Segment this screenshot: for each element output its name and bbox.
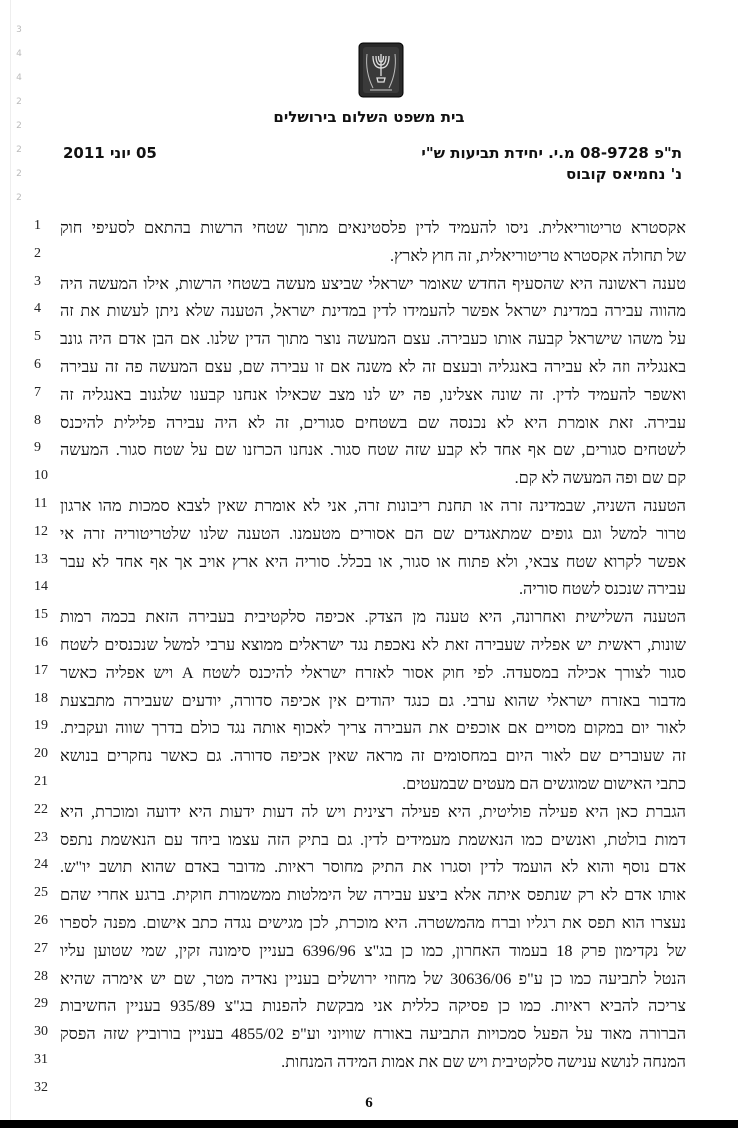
hearing-date: 05 יוני 2011: [63, 144, 157, 162]
line-number: 21: [34, 774, 48, 789]
line-text: אפשר לקרוא שטח צבאי, ולא פתוח או סגור, או בכלל. סוריה היא ארץ אויב אך אף אחד לא עבר: [60, 552, 686, 571]
margin-mark: 4: [16, 73, 22, 83]
case-number: ת"פ 08-9728 מ.י. יחידת תביעות ש"י: [421, 144, 682, 162]
line-number: 24: [34, 857, 48, 873]
transcript-line: [0, 466, 738, 490]
transcript-line: [0, 411, 738, 435]
transcript-line: [0, 494, 738, 518]
defendant-name: נ' נחמיאס קובוס: [565, 165, 682, 183]
margin-mark: 4: [16, 49, 22, 59]
line-number: 26: [34, 913, 48, 928]
transcript-line: [0, 355, 738, 379]
transcript-line: [0, 244, 738, 268]
transcript-line: [0, 327, 738, 351]
transcript-line: [0, 716, 738, 740]
line-number: 3: [34, 273, 41, 289]
line-number: 9: [34, 440, 41, 456]
transcript-line: [0, 577, 738, 601]
line-text: על משהו שישראל קבעה אותו כעבירה. עצם המעשה נוצר מתוך הדין שלנו. אם הבן אדם היה גונב: [60, 330, 686, 349]
transcript-line: [0, 800, 738, 824]
transcript-line: [0, 633, 738, 657]
transcript-line: [0, 855, 738, 879]
transcript-line: [0, 605, 738, 629]
transcript-line: [0, 939, 738, 963]
line-number: 20: [34, 746, 48, 762]
transcript-line: [0, 994, 738, 1018]
line-text: הנטל לתביעה כמו כן ע"פ 30636/06 של מחוזי ירושלים בעניין נאדיה מטר, שם יש אימרה שהיא: [60, 969, 686, 988]
margin-mark: 2: [16, 97, 22, 107]
line-text: ואשפר להעמיד לדין. זה שונה אצלינו, פה יש לנו מצב שכאילו אנחנו קבענו שלגנוב באנגליה זה: [60, 385, 686, 404]
line-text: אקסטרא טריטוריאלית. ניסו להעמיד לדין פלסטינאים מתוך שטחי הרשות בהתאם לסעיפי חוק: [60, 219, 686, 237]
line-number: 15: [34, 607, 48, 623]
line-number: 8: [34, 412, 41, 428]
line-number: 25: [34, 885, 48, 901]
transcript-line: [0, 1050, 738, 1074]
line-number: 5: [34, 329, 41, 345]
transcript-line: [0, 911, 738, 935]
line-text: טרור למשל וגם גופים שמתאגדים שם הם אסורים מטעמנו. הטענה שלנו שלטריטוריה זרה אי: [60, 524, 686, 543]
transcript-line: [0, 689, 738, 713]
margin-mark: 2: [16, 169, 22, 179]
line-number: 28: [34, 968, 48, 984]
line-text: של נקדימון פרק 18 בעמוד האחרון, כמו כן בג"צ 6396/96 בעניין סימונה זקין, שמי שטוען עליו: [60, 941, 686, 960]
line-text: צריכה להביא ראיות. כמו כן פסיקה כללית אני מבקשת להפנות בג"צ 935/89 בעניין החשיבות: [60, 997, 686, 1016]
line-number: 22: [34, 801, 48, 817]
line-number: 14: [34, 579, 48, 595]
line-text: הגברת כאן היא פעילה פוליטית, היא פעילה רצינית ויש לה דעות ידעות היא ידועה ומוכרת, היא: [60, 802, 686, 821]
scan-bottom-border: [0, 1120, 738, 1128]
line-number: 17: [34, 662, 48, 678]
line-number: 2: [34, 245, 41, 261]
transcript-line: [0, 383, 738, 407]
transcript-line: [0, 883, 738, 907]
transcript-line: [0, 522, 738, 546]
line-number: 23: [34, 829, 48, 845]
transcript-line: [0, 216, 738, 240]
transcript-line: [0, 550, 738, 574]
line-text: הטענה השניה, שבמדינה זרה או תחנת ריבונות זרה, אני לא אומרת שאין לצבא סמכות מהו ארגון: [60, 497, 686, 515]
line-number: 27: [34, 940, 48, 956]
transcript-line: [0, 967, 738, 991]
line-number: 16: [34, 635, 48, 650]
line-text: דמות בולטת, ואנשים כמו הנאשמת מעמידים לדין. גם בתיק הזה עצמו ביחד עם הנאשמת נתפס: [60, 830, 686, 849]
page-number: 6: [365, 1095, 373, 1111]
transcript-line: [0, 1022, 738, 1046]
margin-mark: 2: [16, 145, 22, 155]
court-name: בית משפט השלום בירושלים: [273, 108, 465, 126]
transcript-line: [0, 438, 738, 462]
transcript-line: [0, 272, 738, 296]
line-text: כתבי האישום שמוגשים הם מעטים שבמעטים.: [402, 775, 686, 793]
line-number: 18: [34, 690, 48, 706]
line-number: 30: [34, 1024, 48, 1040]
line-text: אותו אדם לא רק שנתפס איתה אלא ביצע עבירה של הימלטות ממשמורת חוקית. ברגע אחרי שהם: [60, 886, 686, 905]
line-number: 32: [34, 1079, 48, 1095]
line-text: נעצרו הוא תפס את רגליו וברח מהמשטרה. היא מוכרת, לכן מגישים נגדה כתב אישום. מפנה לספרו: [60, 914, 686, 932]
line-text: מדבור באזרח ישראלי שהוא ערבי. גם כנגד יהודים אין אכיפה סדורה, יודעים שעבירה מתבצעת: [60, 691, 686, 710]
line-number: 29: [34, 996, 48, 1012]
line-text: זה שעוברים שם לאור היום במחסומים זה מראה שאין אכיפה סדורה. גם כאשר נחקרים בנושא: [60, 747, 686, 766]
line-text: אדם נוסף והוא לא הועמד לדין וסגרו את התיק מחוסר ראיות. מדובר באדם שהוא תושב יו"ש.: [60, 858, 686, 877]
line-number: 4: [34, 301, 41, 317]
margin-mark: 2: [16, 121, 22, 131]
line-text: לאור יום במקום מסויים אם אוכפים את העבירה צריך לאכוף אותה נגד כולם בדרך שווה ועקבית.: [60, 719, 686, 738]
state-of-israel-emblem-icon: [358, 42, 404, 98]
line-number: 13: [34, 551, 48, 567]
line-number: 12: [34, 523, 48, 539]
line-text: עבירה. זאת אומרת היא לא נכנסה שם בשטחים סגורים, זה לא היה עבירה פלילית להיכנס: [60, 413, 686, 432]
line-text: באנגליה וזה לא עבירה באנגליה ובעצם זה לא משנה אם זו עבירה שם, עצם המעשה פה זה עבירה: [60, 358, 686, 376]
line-text: טענה ראשונה היא שהסעיף החדש שאומר ישראלי שביצע מעשה בשטחי הרשות, אילו המעשה היה: [60, 274, 686, 293]
line-text: הטענה השלישית ואחרונה, היא טענה מן הצדק. אכיפה סלקטיבית בעבירה הזאת בכמה רמות: [60, 608, 686, 627]
transcript-line: [0, 772, 738, 796]
margin-mark: 3: [16, 25, 22, 35]
line-text: הברורה מאוד על הפעל סמכויות התביעה באורח שוויוני וע"פ 4855/02 בעניין בורוביץ שזה הפסק: [60, 1025, 686, 1044]
line-number: 31: [34, 1052, 48, 1067]
line-number: 7: [34, 384, 41, 400]
line-text: שונות, ראשית יש אפליה שעבירה זאת לא נאכפת נגד ישראלים ממוצא ערבי למשל שנכנסים לשטח: [60, 636, 686, 654]
line-number: 1: [34, 218, 41, 233]
line-text: מהווה עבירה במדינת ישראל אפשר להעמידו לדין במדינת ישראל, הטענה שלא ניתן לעשות את זה: [60, 302, 686, 321]
line-text: סגור לצורך אכילה במסעדה. לפי חוק אסור לאזרח ישראלי להיכנס לשטח A ויש אפליה כאשר: [60, 663, 686, 682]
line-text: קם שם ופה המעשה לא קם.: [514, 469, 686, 488]
line-number: 19: [34, 718, 48, 734]
transcript-line: [0, 299, 738, 323]
line-number: 10: [34, 468, 48, 484]
line-text: עבירה שנכנס לשטח סוריה.: [518, 580, 686, 599]
transcript-line: [0, 828, 738, 852]
transcript-line: [0, 744, 738, 768]
margin-mark: 2: [16, 193, 22, 203]
transcript-line: [0, 661, 738, 685]
line-number: 11: [34, 496, 48, 511]
line-text: לשטחים סגורים, שם אף אחד לא קבע שזה שטח סגור. אנחנו הכרזנו שם על שטח סגור. המעשה: [60, 441, 686, 460]
line-text: של תחולה אקסטרא טריטוריאלית, זה חוץ לארץ.: [389, 246, 686, 265]
line-text: המנחה לנושא ענישה סלקטיבית ויש שם את אמות המידה המנחות.: [281, 1053, 686, 1071]
line-number: 6: [34, 357, 41, 372]
